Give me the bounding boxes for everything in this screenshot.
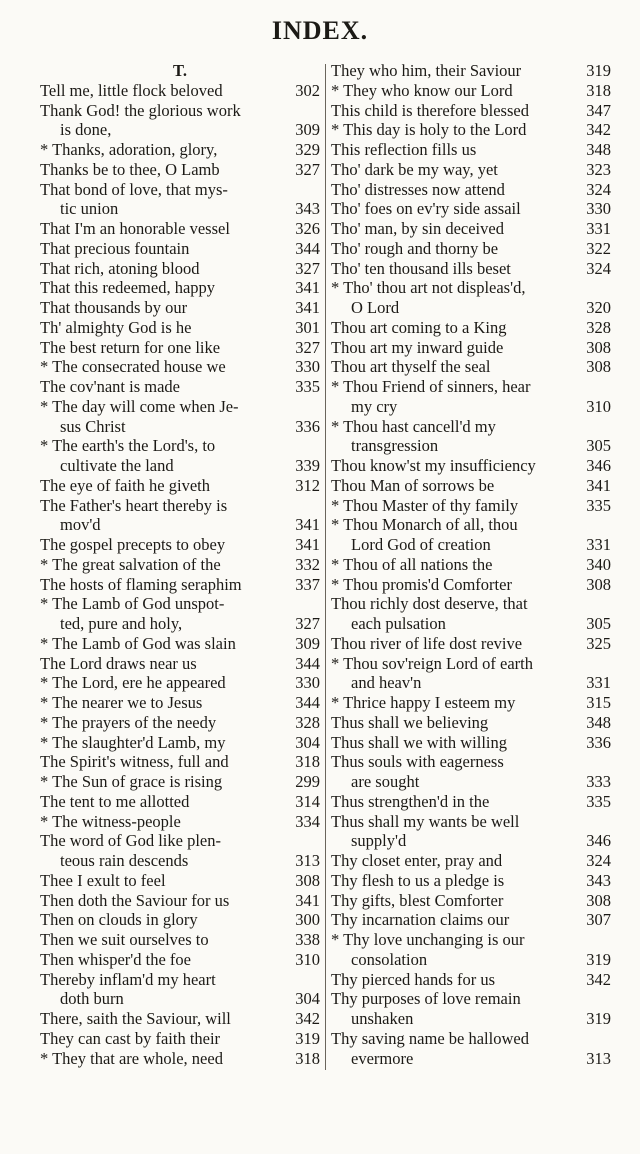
entry-page-number: 308 [586,890,611,910]
entry-text: * This day is holy to the Lord [331,120,527,140]
index-entry [40,81,320,101]
entry-page-number: 332 [295,554,320,574]
entry-text: Thy closet enter, pray and [331,851,503,870]
entry-page-number: 343 [295,199,320,219]
entry-page-number: 331 [586,673,611,693]
entry-text: Thy gifts, blest Comforter [331,890,504,910]
entry-page-number: 336 [295,416,320,436]
index-entry [331,140,611,160]
index-entry [40,634,320,654]
index-entry [40,219,320,239]
index-entry [40,575,320,595]
entry-page-number: 342 [586,969,611,989]
entry-text: evermore [351,1048,414,1068]
entry-text: * Thanks, adoration, glory, [40,140,218,159]
entry-text: Thee I exult to feel [40,870,166,890]
entry-page-number: 318 [295,1048,320,1068]
entry-text: This child is therefore blessed [331,100,529,120]
index-entry-continuation [40,989,320,1009]
entry-page-number: 314 [295,791,320,811]
index-entry [40,140,320,160]
entry-text: Thy flesh to us a pledge is [331,870,505,890]
index-entry [40,693,320,713]
entry-page-number: 304 [295,989,320,1009]
entry-text: my cry [351,396,398,416]
index-entry-continuation [40,199,320,219]
entry-page-number: 341 [586,475,611,495]
index-entry [40,891,320,911]
entry-text: Th' almighty God is he [40,317,192,337]
index-column-left [40,61,320,1068]
entry-page-number: 304 [295,732,320,752]
index-entry [40,831,320,851]
entry-text: each pulsation [351,614,446,633]
index-entry [331,456,611,476]
index-entry-continuation [331,1009,611,1029]
entry-page-number: 348 [586,712,611,732]
entry-page-number: 319 [586,61,611,80]
index-entry [331,81,611,101]
entry-text: That thousands by our [40,298,188,317]
entry-page-number: 309 [295,120,320,140]
entry-page-number: 347 [586,100,611,120]
entry-page-number: 344 [295,693,320,712]
entry-text: are sought [351,772,420,791]
entry-page-number: 341 [295,535,320,554]
index-entry [40,654,320,674]
index-entry [40,970,320,990]
entry-text: * Thou Friend of sinners, hear [331,377,531,396]
entry-page-number: 308 [586,574,611,594]
entry-text: Then whisper'd the foe [40,949,191,969]
entry-text: That rich, atoning blood [40,258,200,278]
entry-text: * The consecrated house we [40,357,226,377]
entry-page-number: 335 [295,377,320,396]
index-entry [40,812,320,832]
entry-text: * The witness-people [40,811,181,831]
entry-text: teous rain descends [60,851,189,870]
entry-text: Lord God of creation [351,535,491,554]
entry-text: Thy saving name be hallowed [331,1028,529,1048]
entry-page-number: 319 [586,1009,611,1028]
index-entry [331,377,611,397]
entry-page-number: 310 [586,396,611,416]
index-entry [331,496,611,516]
index-entry [40,338,320,358]
entry-text: Then doth the Saviour for us [40,890,230,910]
entry-text: Thou richly dost deserve, that [331,594,528,614]
entry-text: Tell me, little flock beloved [40,80,223,100]
entry-text: Tho' man, by sin deceived [331,219,504,238]
index-entry [331,989,611,1009]
index-entry [40,476,320,496]
index-entry [40,1009,320,1029]
index-entry [40,259,320,279]
index-entry [331,476,611,496]
index-entry-continuation [40,614,320,634]
entry-text: doth burn [60,989,124,1009]
index-entry [331,259,611,279]
index-entry [40,673,320,693]
entry-page-number: 318 [295,752,320,772]
entry-text: Thou art thyself the seal [331,357,491,377]
index-entry [40,930,320,950]
entry-text: * The day will come when Je- [40,396,239,416]
index-entry [40,555,320,575]
entry-text: * The Lord, ere he appeared [40,673,226,693]
entry-text: * Tho' thou art not displeas'd, [331,278,526,298]
entry-page-number: 330 [586,199,611,219]
index-entry [331,61,611,81]
entry-text: * The prayers of the needy [40,712,217,732]
entry-text: The eye of faith he giveth [40,475,210,495]
index-entry [331,338,611,358]
index-entry [40,180,320,200]
index-entry [40,377,320,397]
entry-text: Thank God! the glorious work [40,100,241,120]
index-entry-continuation [40,120,320,140]
entry-text: Thus strengthen'd in the [331,791,490,811]
entry-text: * The Lamb of God was slain [40,633,236,653]
index-entry [40,871,320,891]
index-entry-continuation [331,950,611,970]
index-entry [40,910,320,930]
entry-text: * The earth's the Lord's, to [40,436,216,456]
entry-page-number: 336 [586,732,611,752]
index-entry [331,180,611,200]
entry-page-number: 315 [586,693,611,712]
entry-page-number: 313 [586,1048,611,1068]
entry-text: O Lord [351,298,400,317]
index-entry [40,318,320,338]
entry-text: There, saith the Saviour, will [40,1009,231,1028]
index-entry-continuation [331,831,611,851]
entry-text: mov'd [60,515,101,535]
entry-page-number: 330 [295,673,320,693]
index-entry-continuation [331,436,611,456]
index-entry [331,654,611,674]
entry-text: transgression [351,436,439,456]
index-entry [40,160,320,180]
entry-text: supply'd [351,831,407,851]
entry-page-number: 308 [295,870,320,890]
entry-text: This reflection fills us [331,140,477,159]
entry-text: That bond of love, that mys- [40,179,228,199]
entry-page-number: 324 [586,258,611,278]
entry-text: Thereby inflam'd my heart [40,969,216,989]
index-entry [40,436,320,456]
index-entry [331,417,611,437]
entry-page-number: 334 [295,811,320,831]
entry-page-number: 299 [295,772,320,791]
index-entry [40,772,320,792]
index-entry [331,515,611,535]
entry-text: That precious fountain [40,238,190,258]
entry-text: They can cast by faith their [40,1028,221,1048]
entry-text: Tho' ten thousand ills beset [331,258,511,278]
index-entry [331,318,611,338]
entry-page-number: 341 [295,515,320,535]
entry-text: * The Lamb of God unspot- [40,594,225,614]
entry-text: Thus shall we with willing [331,732,507,752]
entry-text: * The great salvation of the [40,554,221,574]
entry-text: That I'm an honorable vessel [40,219,230,238]
entry-text: * The Sun of grace is rising [40,772,223,791]
entry-text: The hosts of flaming seraphim [40,574,242,594]
entry-page-number: 307 [586,910,611,930]
index-entry-continuation [331,1049,611,1069]
index-entry [331,575,611,595]
entry-page-number: 340 [586,554,611,574]
section-letter-heading [40,61,320,81]
index-entry-continuation [331,673,611,693]
index-entry [331,871,611,891]
entry-page-number: 328 [295,712,320,732]
entry-text: * Thrice happy I esteem my [331,693,516,712]
entry-page-number: 346 [586,831,611,851]
entry-page-number: 327 [295,258,320,278]
entry-text: Thou know'st my insufficiency [331,456,536,475]
index-entry [331,239,611,259]
index-entry [40,1049,320,1069]
entry-text: Tho' rough and thorny be [331,238,499,258]
index-entry [331,199,611,219]
entry-page-number: 323 [586,159,611,179]
entry-page-number: 301 [295,317,320,337]
entry-text: * Thou of all nations the [331,554,493,574]
entry-text: * Thou hast cancell'd my [331,416,496,436]
index-entry [40,357,320,377]
entry-text: The gospel precepts to obey [40,535,226,554]
entry-text: * Thou sov'reign Lord of earth [331,653,533,673]
entry-page-number: 327 [295,159,320,179]
index-entry-continuation [40,851,320,871]
entry-text: Thy pierced hands for us [331,969,496,989]
entry-text: * Thou Monarch of all, thou [331,515,518,535]
entry-text: * Thou promis'd Comforter [331,574,512,594]
entry-text: Thanks be to thee, O Lamb [40,159,220,179]
entry-text: Thou art coming to a King [331,317,507,337]
index-entry [40,535,320,555]
index-entry [331,120,611,140]
entry-page-number: 308 [586,357,611,377]
entry-page-number: 341 [295,298,320,317]
page-title: INDEX. [271,16,369,45]
index-entry [331,278,611,298]
entry-text: The word of God like plen- [40,831,221,851]
index-entry [40,496,320,516]
entry-page-number: 348 [586,140,611,159]
index-entry [331,891,611,911]
entry-page-number: 302 [295,80,320,100]
index-entry [331,1029,611,1049]
entry-text: They who him, their Saviour [331,61,522,80]
entry-page-number: 341 [295,890,320,910]
entry-text: Thus souls with eagerness [331,752,504,772]
entry-text: * They that are whole, need [40,1048,223,1068]
entry-text: Then on clouds in glory [40,910,198,930]
entry-page-number: 329 [295,140,320,159]
index-entry-continuation [331,298,611,318]
index-entry-continuation [40,456,320,476]
entry-text: Thy purposes of love remain [331,989,521,1009]
entry-page-number: 312 [295,475,320,495]
index-entry [331,970,611,990]
entry-text: The tent to me allotted [40,791,190,811]
index-entry [331,594,611,614]
index-entry [331,634,611,654]
entry-page-number: 326 [295,219,320,238]
index-entry [40,397,320,417]
entry-text: Tho' distresses now attend [331,179,505,199]
entry-page-number: 331 [586,535,611,554]
entry-page-number: 310 [295,949,320,969]
index-entry [331,357,611,377]
entry-text: unshaken [351,1009,414,1028]
entry-page-number: 319 [295,1028,320,1048]
entry-page-number: 344 [295,653,320,673]
entry-page-number: 333 [586,772,611,791]
entry-text: The best return for one like [40,337,221,357]
index-entry [331,752,611,772]
entry-page-number: 331 [586,219,611,238]
entry-page-number: 342 [295,1009,320,1028]
index-entry [40,752,320,772]
index-entry [40,733,320,753]
entry-page-number: 313 [295,851,320,870]
entry-text: ted, pure and holy, [60,614,183,633]
entry-text: T. [173,61,187,80]
index-column-right [331,61,611,1068]
entry-page-number: 324 [586,179,611,199]
entry-page-number: 342 [586,120,611,140]
entry-page-number: 327 [295,614,320,633]
index-entry-continuation [331,397,611,417]
index-entry [40,101,320,121]
index-entry [331,101,611,121]
entry-page-number: 308 [586,337,611,357]
entry-page-number: 318 [586,80,611,100]
entry-page-number: 309 [295,633,320,653]
index-entry [331,219,611,239]
entry-text: Then we suit ourselves to [40,930,209,949]
index-entry [331,713,611,733]
index-entry-continuation [40,417,320,437]
entry-text: and heav'n [351,673,422,693]
entry-page-number: 320 [586,298,611,317]
entry-page-number: 319 [586,949,611,969]
entry-page-number: 327 [295,337,320,357]
index-entry [331,160,611,180]
index-entry [40,239,320,259]
entry-page-number: 328 [586,317,611,337]
index-entry [40,594,320,614]
entry-page-number: 330 [295,357,320,377]
entry-text: Thus shall we believing [331,712,489,732]
entry-text: Tho' foes on ev'ry side assail [331,199,521,219]
entry-text: The cov'nant is made [40,377,180,396]
index-entry [40,298,320,318]
index-entry [331,910,611,930]
entry-text: * Thy love unchanging is our [331,930,525,949]
entry-text: sus Christ [60,416,126,436]
entry-text: The Spirit's witness, full and [40,752,229,772]
entry-page-number: 346 [586,456,611,475]
entry-page-number: 325 [586,633,611,653]
entry-page-number: 300 [295,910,320,930]
index-entry [331,733,611,753]
index-entry [331,693,611,713]
entry-page-number: 341 [295,278,320,298]
entry-text: Tho' dark be my way, yet [331,159,498,179]
index-entry [331,792,611,812]
entry-text: The Lord draws near us [40,653,197,673]
entry-text: Thy incarnation claims our [331,910,510,930]
entry-text: * The nearer we to Jesus [40,693,203,712]
entry-text: tic union [60,199,119,219]
entry-page-number: 338 [295,930,320,949]
entry-text: The Father's heart thereby is [40,495,228,515]
entry-text: is done, [60,120,112,140]
entry-page-number: 305 [586,436,611,456]
entry-text: * Thou Master of thy family [331,495,519,515]
entry-text: * They who know our Lord [331,80,513,100]
index-entry [40,278,320,298]
index-entry [331,930,611,950]
index-entry-continuation [331,535,611,555]
entry-page-number: 305 [586,614,611,633]
entry-page-number: 322 [586,238,611,258]
entry-page-number: 344 [295,238,320,258]
index-entry [40,950,320,970]
index-entry [331,812,611,832]
entry-text: * The slaughter'd Lamb, my [40,732,226,752]
index-entry-continuation [331,772,611,792]
entry-page-number: 337 [295,574,320,594]
entry-text: Thou art my inward guide [331,337,504,357]
index-entry [40,713,320,733]
index-entry [40,792,320,812]
entry-page-number: 335 [586,495,611,515]
entry-text: Thus shall my wants be well [331,811,520,831]
entry-text: cultivate the land [60,456,174,475]
index-entry [40,1029,320,1049]
index-entry [331,555,611,575]
entry-text: consolation [351,949,428,969]
entry-text: Thou Man of sorrows be [331,475,495,495]
entry-page-number: 335 [586,791,611,811]
entry-text: Thou river of life dost revive [331,633,523,653]
entry-text: That this redeemed, happy [40,278,216,298]
entry-page-number: 324 [586,851,611,870]
index-entry-continuation [331,614,611,634]
index-entry [331,851,611,871]
entry-page-number: 339 [295,456,320,475]
entry-page-number: 343 [586,870,611,890]
index-entry-continuation [40,515,320,535]
column-divider [325,64,326,1070]
